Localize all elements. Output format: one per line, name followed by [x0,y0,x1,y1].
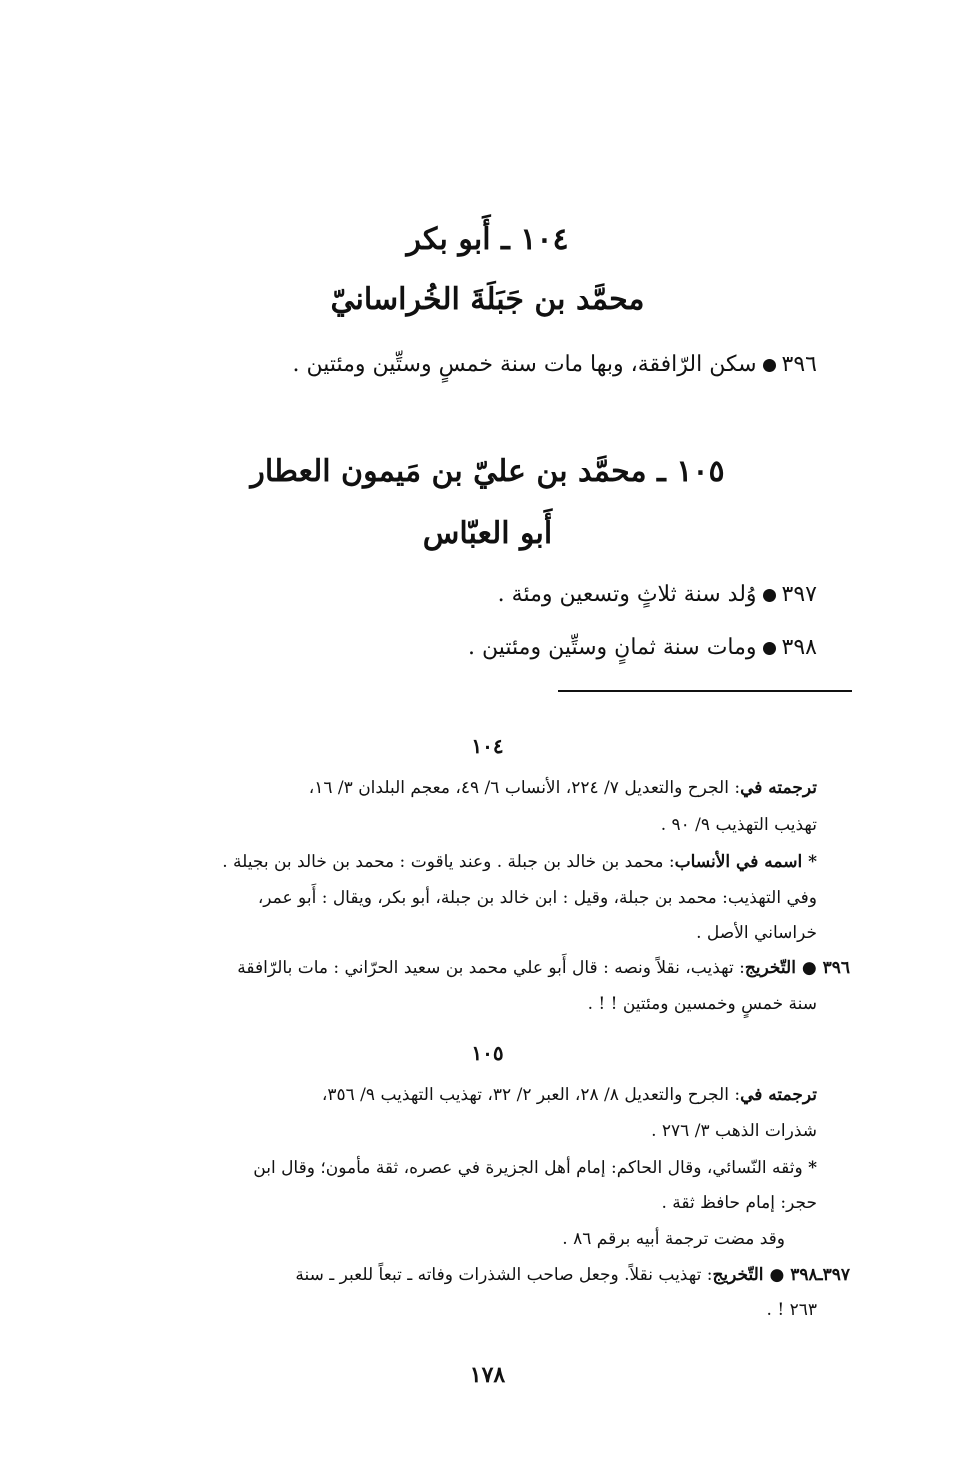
note-bold: * اسمه في الأنساب [674,852,817,872]
note-text: : محمد بن خالد بن جبلة . وعند ياقوت : محمد بن خالد بن بجيلة . [222,852,675,872]
note-text: وقد مضت ترجمة أبيه برقم ٨٦ . [562,1229,785,1249]
note-bold: ترجمته في [740,778,817,798]
note-text: : تهذيب نقلاً. وجعل صاحب الشذرات وفاته ـ تبعاً للعبر ـ سنة [295,1265,713,1285]
note-text: سنة خمسٍ وخمسين ومئتين ! ! . [587,994,817,1014]
item-number: ٣٩٦ [781,352,817,377]
bullet-dot-icon [763,359,776,372]
note-bold: ٣٩٦ ● التّخريج [744,958,850,978]
note-line [588,989,817,1020]
bullet-dot-icon [763,642,776,655]
item-text: سكن الرّافقة، وبها مات سنة خمسٍ وستِّين ومئتين . [292,352,757,377]
note-text: وثقه النّسائي، وقال الحاكم: إمام أهل الجزيرة في عصره، ثقة مأمون؛ وقال ابن [253,1158,809,1178]
note-line [237,953,850,984]
entry-104-title: ١٠٤ ـ أَبو بكر [406,222,569,257]
note-text: حجر: إمام حافظ ثقة . [661,1193,817,1213]
item-number: ٣٩٨ [781,635,817,660]
entry-105-subtitle: أَبو العبّاس [422,516,553,551]
note-line [258,883,817,914]
note-line [222,847,817,878]
note-text: : الجرح والتعديل ٨/ ٢٨، العبر ٢/ ٣٢، تهذيب التهذيب ٩/ ٣٥٦، [321,1085,741,1105]
item-text: وُلد سنة ثلاثٍ وتسعين ومئة . [497,582,757,607]
note-text: شذرات الذهب ٣/ ٢٧٦ . [651,1121,817,1141]
notes-105-heading: ١٠٥ [471,1041,504,1065]
note-line [661,1188,817,1219]
note-line [253,1153,817,1184]
note-bold: ترجمته في [740,1085,817,1105]
note-line [651,1116,817,1147]
note-line [767,1295,817,1326]
note-text: تهذيب التهذيب ٩/ ٩٠ . [660,815,817,835]
item-number: ٣٩٧ [781,582,817,607]
note-line [295,1260,850,1291]
footnote-separator [558,690,852,692]
note-text: وفي التهذيب: محمد بن جبلة، وقيل : ابن خالد بن جبلة، أبو بكر، ويقال : أَبو عمر، [257,888,817,908]
note-text: خراساني الأصل . [696,923,817,943]
note-line [661,810,817,841]
note-line [696,918,817,949]
note-bold: * [808,1158,817,1178]
item-text: ومات سنة ثمانٍ وستِّين ومئتين . [468,635,757,660]
note-text: ٢٦٣ ! . [766,1300,817,1320]
entry-item-397 [498,582,817,607]
note-text: : تهذيب، نقلاً ونصه : قال أَبو علي محمد بن سعيد الحرّاني : مات بالرّافقة [237,958,745,978]
note-bold: ٣٩٧ـ٣٩٨ ● التّخريج [712,1265,850,1285]
note-line [562,1224,785,1255]
entry-104-subtitle: محمَّد بن جَبَلَةَ الخُراسانيّ [330,282,645,317]
page-number: ١٧٨ [469,1362,506,1388]
note-text: : الجرح والتعديل ٧/ ٢٢٤، الأنساب ٦/ ٤٩، معجم البلدان ٣/ ١٦، [308,778,741,798]
entry-item-398 [468,635,817,660]
note-line [309,773,817,804]
notes-104-heading: ١٠٤ [471,734,504,758]
bullet-dot-icon [763,589,776,602]
note-line [322,1080,817,1111]
entry-item-396 [292,352,817,377]
entry-105-title: ١٠٥ ـ محمَّد بن عليّ بن مَيمون العطار [250,454,725,489]
